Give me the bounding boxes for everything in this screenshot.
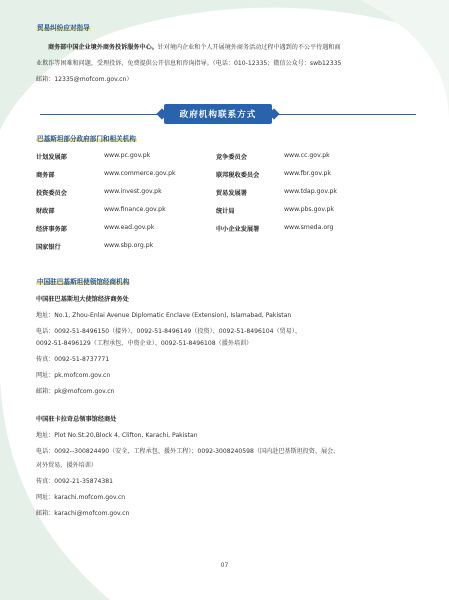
agency-url: www.smeda.org [284,224,334,231]
page-number: 07 [220,562,229,569]
complaint-center-name: 商务部中国企业境外商务投诉服务中心。 [48,44,158,51]
agency-name: 竞争委员会 [216,154,247,161]
table-row [36,242,416,260]
office-phone-line-2: 对外贸易、援外培训） [36,462,97,469]
agency-name: 计划发展部 [36,154,67,161]
agency-url: www.commerce.gov.pk [104,170,176,177]
agency-name: 统计局 [216,208,235,215]
banner-title: 政府机构联系方式 [164,104,272,124]
office-fax: 传真：0092-51-8737771 [36,356,110,363]
agency-name: 经济事务部 [36,226,67,233]
paragraph-line-3: 邮箱：12335@mofcom.gov.cn） [36,76,133,83]
agency-name: 联邦税收委员会 [216,172,260,179]
agency-url: www.fbr.gov.pk [284,170,331,177]
paragraph-line-1: 针对境内企业和个人开展境外商务活动过程中遇到的不公平待遇和商 [157,44,341,51]
paragraph-line-2: 业欺诈等困难和问题，受理投诉，免费提供公开信息和咨询指导。（电话：010-12335；微信公众号：swb12335 [36,60,342,67]
table-row [36,152,416,170]
office-phone-line-2: 0092-51-8496129（工程承包、中资企业）、0092-51-8496108（援外培训） [36,340,253,347]
office-fax: 传真：0092-21-35874381 [36,478,113,485]
section-title-embassy: 中国驻巴基斯坦使领馆经商机构 [37,278,130,286]
agency-name: 商务部 [36,172,55,179]
agency-name: 贸易发展署 [216,190,247,197]
office-address: 地址：No.1, Zhou-Enlai Avenue Diplomatic Enclave (Extension), Islamabad, Pakistan [36,312,292,319]
office-address: 地址：Plot No.St.20,Block 4, Clifton, Karachi, Pakistan [36,432,198,439]
trade-dispute-paragraph [36,40,416,88]
office-name-islamabad: 中国驻巴基斯坦大使馆经济商务处 [36,296,129,303]
agency-name: 国家银行 [36,244,61,251]
office-phone-line-1: 电话：0092--300824490（安全、工程承包、援外工程）；0092-3008240598（国内赴巴基斯坦投资、展会、 [36,448,340,455]
table-row [36,224,416,242]
agency-url: www.cc.gov.pk [284,152,330,159]
agency-url: www.pc.gov.pk [104,152,151,159]
agency-name: 中小企业发展署 [216,226,260,233]
table-row [36,206,416,224]
agency-url: www.sbp.org.pk [104,242,154,249]
section-title-trade-dispute: 贸易纠纷应对指导 [37,24,90,32]
agency-url: www.ead.gov.pk [104,224,155,231]
office-website: 网址：pk.mofcom.gov.cn [36,372,111,379]
agency-url: www.finance.gov.pk [104,206,166,213]
table-row [36,170,416,188]
agency-url: www.tdap.gov.pk [284,188,337,195]
agency-url: www.invest.gov.pk [104,188,162,195]
agency-url: www.pbs.gov.pk [284,206,334,213]
office-phone-line-1: 电话：0092-51-8496150（接外）、0092-51-8496149（投资）、0092-51-8496104（贸易）、 [36,328,301,335]
section-title-gov-agencies: 巴基斯坦部分政府部门和相关机构 [37,135,136,143]
agency-name: 财政部 [36,208,55,215]
office-email: 邮箱：karachi@mofcom.gov.cn [36,510,130,517]
office-website: 网址：karachi.mofcom.gov.cn [36,494,126,501]
office-name-karachi: 中国驻卡拉奇总领事馆经商处 [36,416,117,423]
agency-name: 投资委员会 [36,190,67,197]
office-email: 邮箱：pk@mofcom.gov.cn [36,388,115,395]
table-row [36,188,416,206]
